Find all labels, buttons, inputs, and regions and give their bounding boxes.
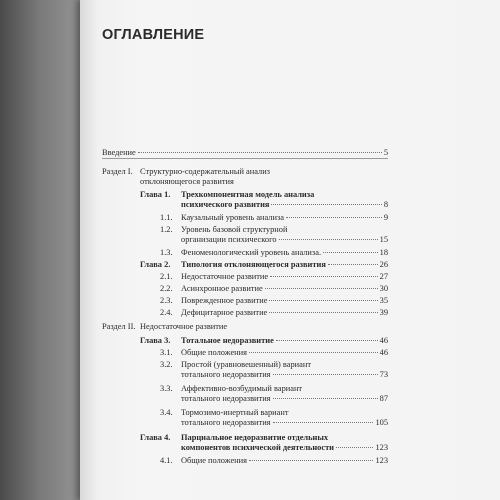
toc-page-number: 15 xyxy=(379,235,388,244)
toc-entry-chapter xyxy=(181,200,388,210)
toc-leader-dots xyxy=(269,300,377,301)
toc-entry-section xyxy=(181,418,388,428)
section-title: Дефицитарное развитие xyxy=(181,308,268,317)
toc-page-number: 46 xyxy=(379,348,388,357)
toc-entry-section xyxy=(181,235,388,245)
section-number: 1.2. xyxy=(160,225,173,234)
toc-page-number: 105 xyxy=(375,418,388,427)
section-title: Феноменологический уровень анализа. xyxy=(181,248,322,257)
toc-leader-dots xyxy=(328,264,378,265)
toc-page-number: 73 xyxy=(379,370,388,379)
toc-entry-chapter xyxy=(181,336,388,346)
toc-entry-intro xyxy=(102,148,388,158)
section-title: организации психического xyxy=(181,235,277,244)
toc-page-number: 35 xyxy=(379,296,388,305)
toc-leader-dots xyxy=(276,340,378,341)
toc-page-number: 18 xyxy=(379,248,388,257)
section-title: Простой (уравновешенный) вариант xyxy=(181,360,312,369)
toc-leader-dots xyxy=(273,374,378,375)
section-number: 3.1. xyxy=(160,348,173,357)
section-title: тотального недоразвития xyxy=(181,370,271,379)
toc-page-number: 27 xyxy=(379,272,388,281)
chapter-number: Глава 3. xyxy=(140,336,171,345)
toc-leader-dots xyxy=(279,239,378,240)
section-number: 3.3. xyxy=(160,384,173,393)
toc-leader-dots xyxy=(138,152,382,153)
section-title: Недостаточное развитие xyxy=(181,272,269,281)
toc-entry-section xyxy=(181,213,388,223)
toc-leader-dots xyxy=(269,312,377,313)
toc-entry-section xyxy=(181,394,388,404)
chapter-title: Типология отклоняющегося развития xyxy=(181,260,326,269)
chapter-title: Трехкомпонентная модель анализа xyxy=(181,190,315,199)
section-number: 1.3. xyxy=(160,248,173,257)
toc-leader-dots xyxy=(273,398,378,399)
toc-page-number: 46 xyxy=(379,336,388,345)
toc-leader-dots xyxy=(265,288,378,289)
section-title: Общие положения xyxy=(181,348,247,357)
toc-entry-section xyxy=(181,284,388,294)
toc-leader-dots xyxy=(273,422,374,423)
section-number: 2.1. xyxy=(160,272,173,281)
toc-page-number: 9 xyxy=(383,213,388,222)
toc-entry-section xyxy=(181,248,388,258)
page-title: ОГЛАВЛЕНИЕ xyxy=(102,27,205,43)
toc-leader-dots xyxy=(271,204,381,205)
toc-entry-section xyxy=(181,348,388,358)
toc-leader-dots xyxy=(249,352,378,353)
part-title: отклоняющегося развития xyxy=(140,177,234,186)
toc-leader-dots xyxy=(336,447,373,448)
chapter-title: Парциальное недоразвитие отдельных xyxy=(181,433,329,442)
section-title: Аффективно-возбудимый вариант xyxy=(181,384,303,393)
part-number: Раздел II. xyxy=(102,322,136,331)
toc-entry-section xyxy=(181,296,388,306)
section-number: 1.1. xyxy=(160,213,173,222)
chapter-title: компонентов психической деятельности xyxy=(181,443,335,452)
toc-page-number: 39 xyxy=(379,308,388,317)
section-title: тотального недоразвития xyxy=(181,394,271,403)
part-title: Недостаточное развитие xyxy=(140,322,228,331)
section-title: Каузальный уровень анализа xyxy=(181,213,284,222)
chapter-number: Глава 1. xyxy=(140,190,171,199)
divider xyxy=(102,158,388,159)
toc-page-number: 87 xyxy=(379,394,388,403)
part-number: Раздел I. xyxy=(102,167,133,176)
toc-entry-chapter xyxy=(181,260,388,270)
toc-page-number: 26 xyxy=(379,260,388,269)
section-title: Тормозимо-инертный вариант xyxy=(181,408,289,417)
toc-leader-dots xyxy=(249,460,373,461)
toc-entry-section xyxy=(181,308,388,318)
section-number: 2.2. xyxy=(160,284,173,293)
section-title: Асинхронное развитие xyxy=(181,284,263,293)
toc-entry-label: Введение xyxy=(102,148,136,157)
section-number: 3.2. xyxy=(160,360,173,369)
toc-leader-dots xyxy=(323,252,378,253)
toc-entry-section xyxy=(181,456,388,466)
part-title: Структурно-содержательный анализ xyxy=(140,167,270,176)
section-title: тотального недоразвития xyxy=(181,418,271,427)
chapter-number: Глава 2. xyxy=(140,260,171,269)
section-number: 3.4. xyxy=(160,408,173,417)
toc-page-number: 30 xyxy=(379,284,388,293)
toc-entry-section xyxy=(181,272,388,282)
toc-entry-section xyxy=(181,370,388,380)
toc-page-number: 123 xyxy=(375,443,388,452)
toc-page-number: 8 xyxy=(383,200,388,209)
toc-page-number: 123 xyxy=(375,456,388,465)
toc-page-number: 5 xyxy=(383,148,388,157)
toc-leader-dots xyxy=(270,276,378,277)
section-number: 2.4. xyxy=(160,308,173,317)
section-title: Уровень базовой структурной xyxy=(181,225,288,234)
chapter-title: Тотальное недоразвитие xyxy=(181,336,274,345)
chapter-number: Глава 4. xyxy=(140,433,171,442)
chapter-title: психического развития xyxy=(181,200,270,209)
section-number: 4.1. xyxy=(160,456,173,465)
section-title: Общие положения xyxy=(181,456,247,465)
section-number: 2.3. xyxy=(160,296,173,305)
toc-entry-chapter xyxy=(181,443,388,453)
section-title: Поврежденное развитие xyxy=(181,296,268,305)
toc-leader-dots xyxy=(286,217,382,218)
